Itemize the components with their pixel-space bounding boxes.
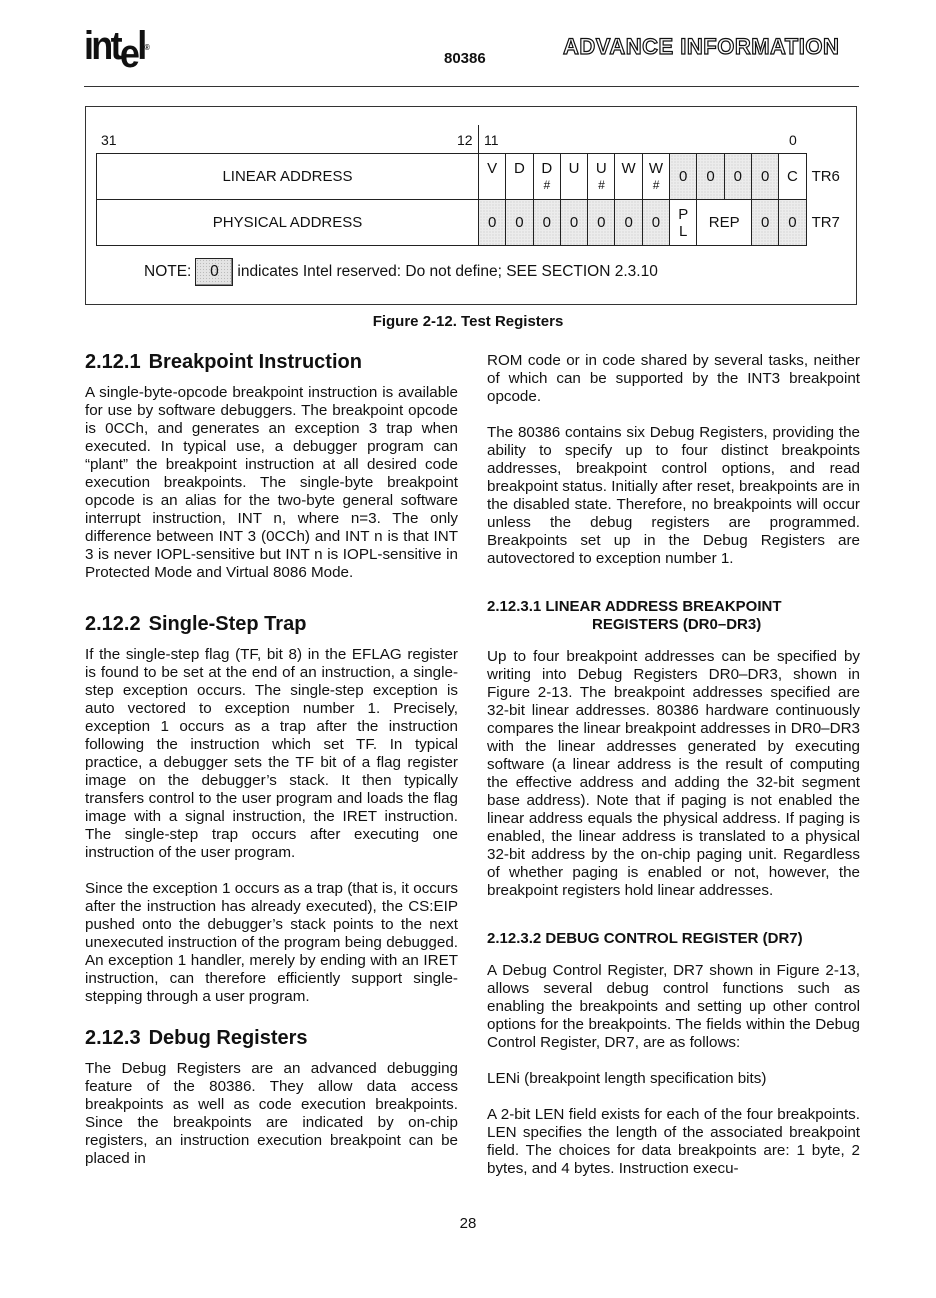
reserved-bit: 0 (779, 200, 806, 246)
reserved-bit: 0 (533, 200, 560, 246)
bit-pl: P L (670, 200, 697, 246)
note-prefix: NOTE: (144, 263, 192, 280)
reserved-bit: 0 (642, 200, 669, 246)
register-row-tr6 (97, 154, 847, 200)
bit-u-hash: U # (588, 154, 615, 200)
header-rule (84, 86, 859, 87)
rep-field: REP (697, 200, 752, 246)
reserved-bit: 0 (751, 200, 778, 246)
reserved-bit: 0 (479, 200, 506, 246)
page-number: 28 (459, 1215, 477, 1232)
register-label-tr6: TR6 (811, 168, 840, 185)
intel-logo: intel® (84, 24, 150, 76)
reserved-bit: 0 (670, 154, 697, 200)
reserved-bit: 0 (697, 154, 724, 200)
bit-label-12: 12 (457, 132, 473, 148)
physical-address-field: PHYSICAL ADDRESS (97, 200, 479, 246)
bit-c: C (779, 154, 806, 200)
paragraph: ROM code or in code shared by several tasks, neither of which can be supported by the INT3 breakpoint opcode. (487, 352, 860, 405)
paragraph: Since the exception 1 occurs as a trap (that is, it occurs after the instruction has already executed), the CS:EIP pushed onto the debugger’s stack points to the next unexecuted instruction of the program being debugged. An exception 1 handler, merely by ending with an IRET instruction, can therefore efficiently support single-stepping through a user program. (85, 880, 458, 1005)
advance-information-label: ADVANCE INFORMATION (563, 34, 840, 59)
section-heading-2-12-3: 2.12.3 Debug Registers (85, 1027, 308, 1049)
reserved-bit: 0 (560, 200, 587, 246)
reserved-bit: 0 (588, 200, 615, 246)
paragraph: If the single-step flag (TF, bit 8) in the EFLAG register is found to be set at the end of an instruction, a single-step exception occurs. The single-step exception is auto vectored to exception number 1. Precisely, exception 1 occurs as a trap after the instruction following the instruction which set TF. In typical practice, a debugger sets the TF bit of a flag register image on the debugger’s stack. It then typically transfers control to the user program and loads the flag image with a signal instruction, the IRET instruction. The single-step trap occurs after executing one instruction of the user program. (85, 646, 458, 861)
note-text: indicates Intel reserved: Do not define; SEE SECTION 2.3.10 (237, 263, 658, 280)
paragraph: Up to four breakpoint addresses can be specified by writing into Debug Registers DR0–DR3, shown in Figure 2-13. The breakpoint addresses specified are 32-bit linear addresses. 80386 hardware continuously compares the linear breakpoint addresses in DR0–DR3 with the linear addresses generated by executing software (a linear address is the result of computing the effective address and adding the 32-bit segment base address). Note that if paging is not enabled the linear address equals the physical address. If paging is enabled, the linear address is translated to a physical 32-bit address by the on-chip paging unit. Regardless of whether paging is enabled or not, however, the breakpoint registers hold linear addresses. (487, 648, 860, 899)
paragraph: The 80386 contains six Debug Registers, providing the ability to specify up to four distinct breakpoints addresses, breakpoint control options, and read breakpoint status. Initially after reset, breakpoints are in the disabled state. Therefore, no breakpoints will occur unless the debug registers are programmed. Breakpoints set up in the Debug Registers are autovectored to exception number 1. (487, 424, 860, 567)
bit-v: V (479, 154, 506, 200)
section-heading-2-12-2: 2.12.2 Single-Step Trap (85, 613, 307, 635)
figure-caption: Figure 2-12. Test Registers (372, 313, 564, 330)
section-heading-2-12-3-1: 2.12.3.1 LINEAR ADDRESS BREAKPOINT REGISTERS (DR0–DR3) (487, 598, 782, 633)
bit-w-hash: W # (642, 154, 669, 200)
bit-d: D (506, 154, 533, 200)
test-registers-table (96, 153, 847, 246)
bit-label-0: 0 (789, 132, 797, 148)
bit-separator (478, 125, 479, 153)
right-column (487, 352, 860, 1196)
paragraph: A 2-bit LEN field exists for each of the four breakpoints. LEN specifies the length of the associated breakpoint field. The choices for data breakpoints are: 1 byte, 2 bytes, and 4 bytes. Instruction execu- (487, 1106, 860, 1177)
bit-label-31: 31 (101, 132, 117, 148)
section-heading-2-12-3-2: 2.12.3.2 DEBUG CONTROL REGISTER (DR7) (487, 930, 803, 947)
section-heading-2-12-1: 2.12.1 Breakpoint Instruction (85, 351, 362, 373)
reserved-bit: 0 (751, 154, 778, 200)
bit-w: W (615, 154, 642, 200)
paragraph: A Debug Control Register, DR7 shown in Figure 2-13, allows several debug control functions such as enabling the breakpoints and setting up other control options for the breakpoints. The fields within the Debug Control Register, DR7, are as follows: (487, 962, 860, 1051)
bit-d-hash: D # (533, 154, 560, 200)
bit-label-11: 11 (484, 132, 499, 148)
reserved-bit: 0 (724, 154, 751, 200)
reserved-bit: 0 (615, 200, 642, 246)
bit-u: U (560, 154, 587, 200)
reserved-legend-box: 0 (195, 258, 233, 286)
document-number: 80386 (444, 50, 486, 67)
linear-address-field: LINEAR ADDRESS (97, 154, 479, 200)
paragraph: The Debug Registers are an advanced debugging feature of the 80386. They allow data access breakpoints as well as code execution breakpoints. Since the breakpoints are indicated by on-chip registers, an instruction execution breakpoint can be placed in (85, 1060, 458, 1167)
paragraph: A single-byte-opcode breakpoint instruction is available for use by software debuggers. The breakpoint opcode is 0CCh, and generates an exception 3 trap when executed. In typical use, a debugger program can “plant” the breakpoint instruction at all desired code execution breakpoints. The single-byte breakpoint opcode is an alias for the two-byte general software interrupt instruction, INT n, where n=3. The only difference between INT 3 (0CCh) and INT n is that INT 3 is never IOPL-sensitive but INT n is IOPL-sensitive in Protected Mode and Virtual 8086 Mode. (85, 384, 458, 581)
register-row-tr7 (97, 200, 847, 246)
figure-note (144, 258, 658, 286)
left-column (85, 350, 458, 1186)
reserved-bit: 0 (506, 200, 533, 246)
paragraph: LENi (breakpoint length specification bits) (487, 1070, 767, 1087)
register-label-tr7: TR7 (811, 214, 840, 231)
